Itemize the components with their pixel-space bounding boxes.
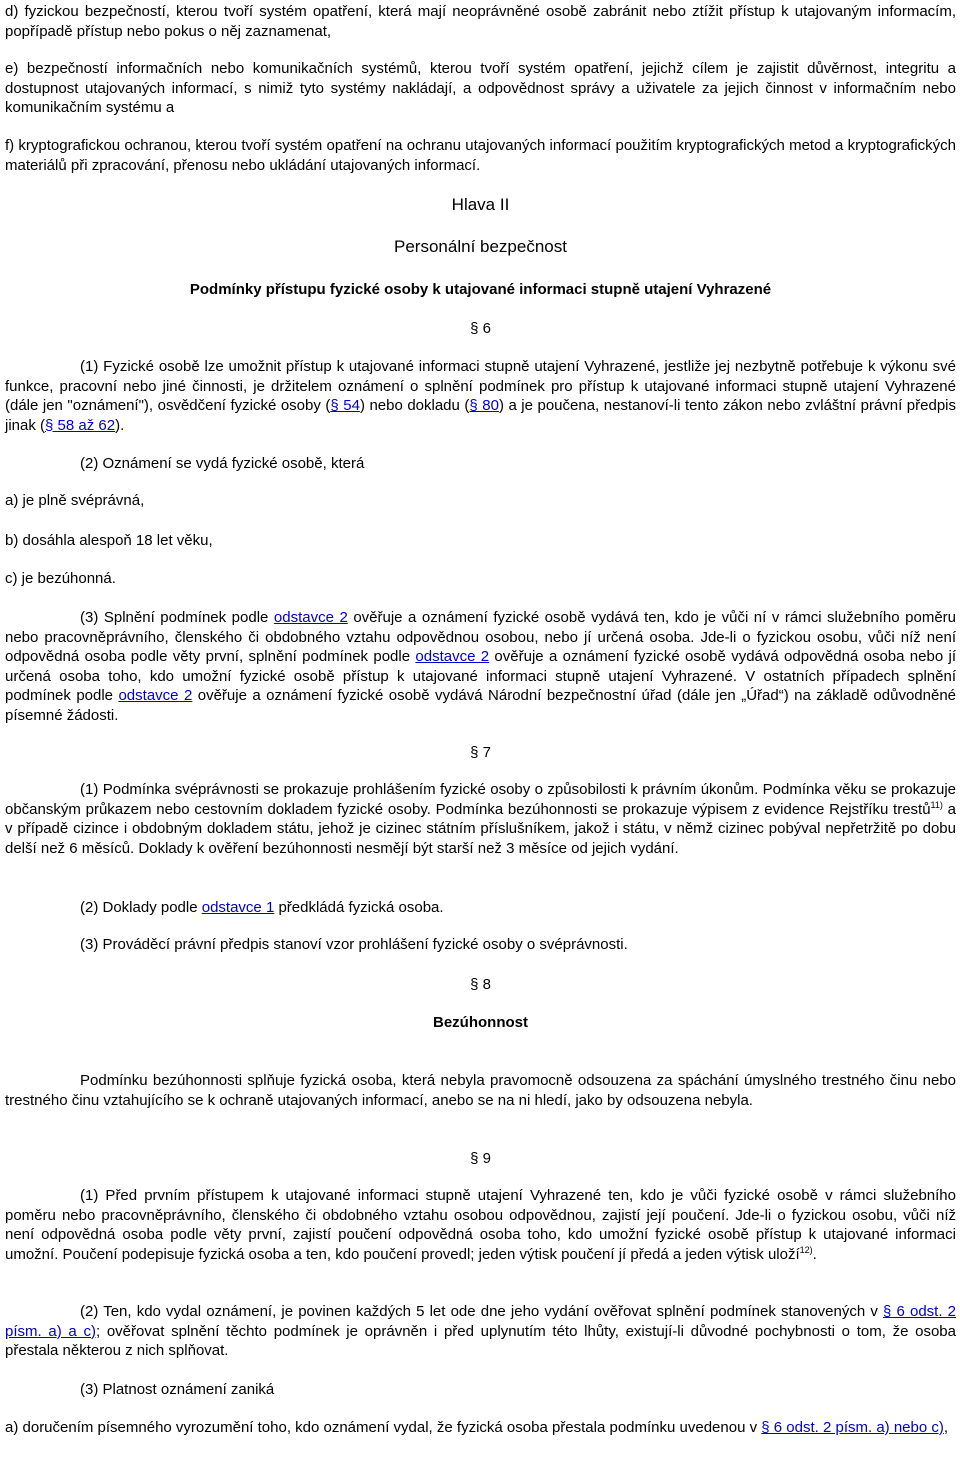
s7-paragraph-1: [5, 780, 956, 858]
s6-3-text-c: ověřuje a oznámení fyzické osobě vydává odpovědná osoba nebo jí určená osoba toho, kdo umožní fyzické osobě přístup k utajované informaci stupně utajení Vyhrazené. V ostatních případech splnění podmínek podle: [5, 648, 956, 704]
hlava-title: Personální bezpečnost: [394, 237, 567, 256]
s9-2-text-b: ; ověřovat splnění těchto podmínek je oprávněn i před uplynutím této lhůty, existují-li důvodné pochybnosti o tom, že osoba přestala některou z nich splňovat.: [5, 1322, 956, 1359]
s6-paragraph-2: (2) Oznámení se vydá fyzické osobě, která: [80, 455, 365, 472]
s6-1-text-d: ).: [115, 416, 125, 434]
s7-paragraph-3: (3) Prováděcí právní předpis stanoví vzor prohlášení fyzické osoby o svéprávnosti.: [80, 936, 628, 953]
section-8-heading: § 8: [470, 976, 491, 993]
s7-1-text-a: (1) Podmínka svéprávnosti se prokazuje prohlášením fyzické osoby o způsobilosti k právním úkonům. Podmínka věku se prokazuje občanským průkazem nebo cestovním dokladem fyzické osoby. Podmínka bezúhonnosti se prokazuje výpisem z evidence Rejstříku trestů: [5, 781, 956, 818]
section-9-heading: § 9: [470, 1150, 491, 1167]
s7-2-text-b: předkládá fyzická osoba.: [274, 899, 444, 916]
s6-1-text-b: ) nebo dokladu (: [359, 397, 470, 414]
section-7-heading: § 7: [470, 744, 491, 761]
link-s58-62[interactable]: § 58 až 62: [45, 416, 116, 434]
link-s80[interactable]: § 80: [469, 397, 499, 414]
link-s54[interactable]: § 54: [330, 397, 360, 414]
paragraph-f: f) kryptografickou ochranou, kterou tvoří systém opatření na ochranu utajovaných informací použitím kryptografických metod a kryptografických materiálů při zpracování, přenosu nebo ukládání utajovaných informací.: [5, 137, 956, 174]
s9-3a-text-b: ,: [943, 1419, 949, 1436]
s6-3-text-d: ověřuje a oznámení fyzické osobě vydává Národní bezpečnostní úřad (dále jen „Úřad“) na základě odůvodněné písemné žádosti.: [5, 687, 957, 724]
s9-paragraph-3: (3) Platnost oznámení zaniká: [80, 1381, 275, 1398]
link-odstavce-2-first[interactable]: odstavce 2: [273, 609, 348, 626]
paragraph-e: e) bezpečností informačních nebo komunikačních systémů, kterou tvoří systém opatření, jejichž cílem je zajistit důvěrnost, integritu a dostupnost utajovaných informací, s nimiž tyto systémy nakládají, a odpovědnost správy a uživatele za jejich činnost v informačním nebo komunikačním systému a: [5, 60, 956, 116]
footnote-12: 12): [799, 1244, 813, 1255]
link-odstavce-2-third[interactable]: odstavce 2: [118, 687, 193, 704]
s7-1-text-b: a v případě cizince i obdobným dokladem státu, jehož je cizinec státním příslušníkem, jakož i státu, v němž cizinec pobýval nepřetržitě po dobu delší než 6 měsíců. Doklady k ověření bezúhonnosti nesmějí být starší než 3 měsíce od jejich vydání.: [5, 800, 956, 857]
s8-paragraph: Podmínku bezúhonnosti splňuje fyzická osoba, která nebyla pravomocně odsouzena za spáchání úmyslného trestného činu nebo trestného činu vztahujícího se k ochraně utajovaných informací, anebo se na ni hledí, jako by odsouzena nebyla.: [5, 1072, 956, 1109]
s9-1-text-b: .: [812, 1245, 817, 1263]
paragraph-d: d) fyzickou bezpečností, kterou tvoří systém opatření, která mají neoprávněné osobě zabránit nebo ztížit přístup k utajovaným informacím, popřípadě přístup nebo pokus o něj zaznamenat,: [5, 3, 956, 40]
s9-paragraph-2: [5, 1302, 956, 1361]
section-6-heading: § 6: [470, 320, 491, 337]
s9-3a-text-a: a) doručením písemného vyrozumění toho, kdo oznámení vydal, že fyzická osoba přestala podmínku uvedenou v: [5, 1419, 762, 1436]
footnote-11: 11): [930, 799, 943, 810]
link-s6-odst2-a-nebo-c[interactable]: § 6 odst. 2 písm. a) nebo c): [761, 1419, 944, 1436]
link-odstavce-1[interactable]: odstavce 1: [201, 899, 275, 916]
s6-2-item-b: b) dosáhla alespoň 18 let věku,: [5, 532, 213, 549]
s9-2-text-a: (2) Ten, kdo vydal oznámení, je povinen každých 5 let ode dne jeho vydání ověřovat splnění podmínek stanovených v: [80, 1303, 883, 1320]
s9-3-item-a: [5, 1418, 956, 1438]
s7-paragraph-2: [5, 898, 956, 918]
link-s6-odst2-a-c[interactable]: § 6 odst. 2 písm. a) a c): [5, 1303, 956, 1340]
s6-3-text-b: ověřuje a oznámení fyzické osobě vydává ten, kdo je vůči ní v rámci služebního poměru nebo pracovněprávního, členského či obdobného vztahu odpovědnou osobou, nebo jí určená osoba. Jde-li o fyzickou osobu, vůči níž není odpovědná osoba podle věty první, splnění podmínek podle: [5, 609, 956, 665]
section-subtitle: Podmínky přístupu fyzické osoby k utajované informaci stupně utajení Vyhrazené: [189, 281, 772, 298]
s9-paragraph-1: [5, 1186, 956, 1264]
s6-3-text-a: (3) Splnění podmínek podle: [80, 609, 274, 626]
s6-1-text-a: (1) Fyzické osobě lze umožnit přístup k utajované informaci stupně utajení Vyhrazené, jestliže jej nezbytně potřebuje k výkonu své funkce, pracovní nebo jiné činnosti, je držitelem oznámení o splnění podmínek pro přístup k utajované informaci stupně utajení Vyhrazené (dále jen "oznámení"), osvědčení fyzické osoby (: [5, 358, 956, 414]
s9-1-text-a: (1) Před prvním přístupem k utajované informaci stupně utajení Vyhrazené ten, kdo je vůči fyzické osobě v rámci služebního poměru nebo pracovněprávního, členského či obdobného vztahu osobou odpovědnou, zajistí její poučení. Jde-li o fyzickou osobu, vůči níž není odpovědná osoba podle věty první, zajistí poučení odpovědná osoba toho, kdo umožní fyzické osobě přístup k utajované informaci umožní. Poučení podepisuje fyzická osoba a ten, kdo poučení provedl; jeden výtisk poučení jí předá a jeden výtisk uloží: [5, 1187, 956, 1263]
s6-2-item-c: c) je bezúhonná.: [5, 570, 116, 587]
s6-paragraph-3: [5, 608, 956, 725]
s7-2-text-a: (2) Doklady podle: [80, 899, 202, 916]
hlava-heading: Hlava II: [451, 195, 510, 214]
s6-paragraph-1: [5, 357, 956, 435]
s6-1-text-c: ) a je poučena, nestanoví-li tento zákon nebo zvláštní právní předpis jinak (: [5, 397, 957, 434]
link-odstavce-2-second[interactable]: odstavce 2: [415, 648, 490, 665]
s6-2-item-a: a) je plně svéprávná,: [5, 492, 145, 509]
section-8-title: Bezúhonnost: [433, 1014, 528, 1031]
